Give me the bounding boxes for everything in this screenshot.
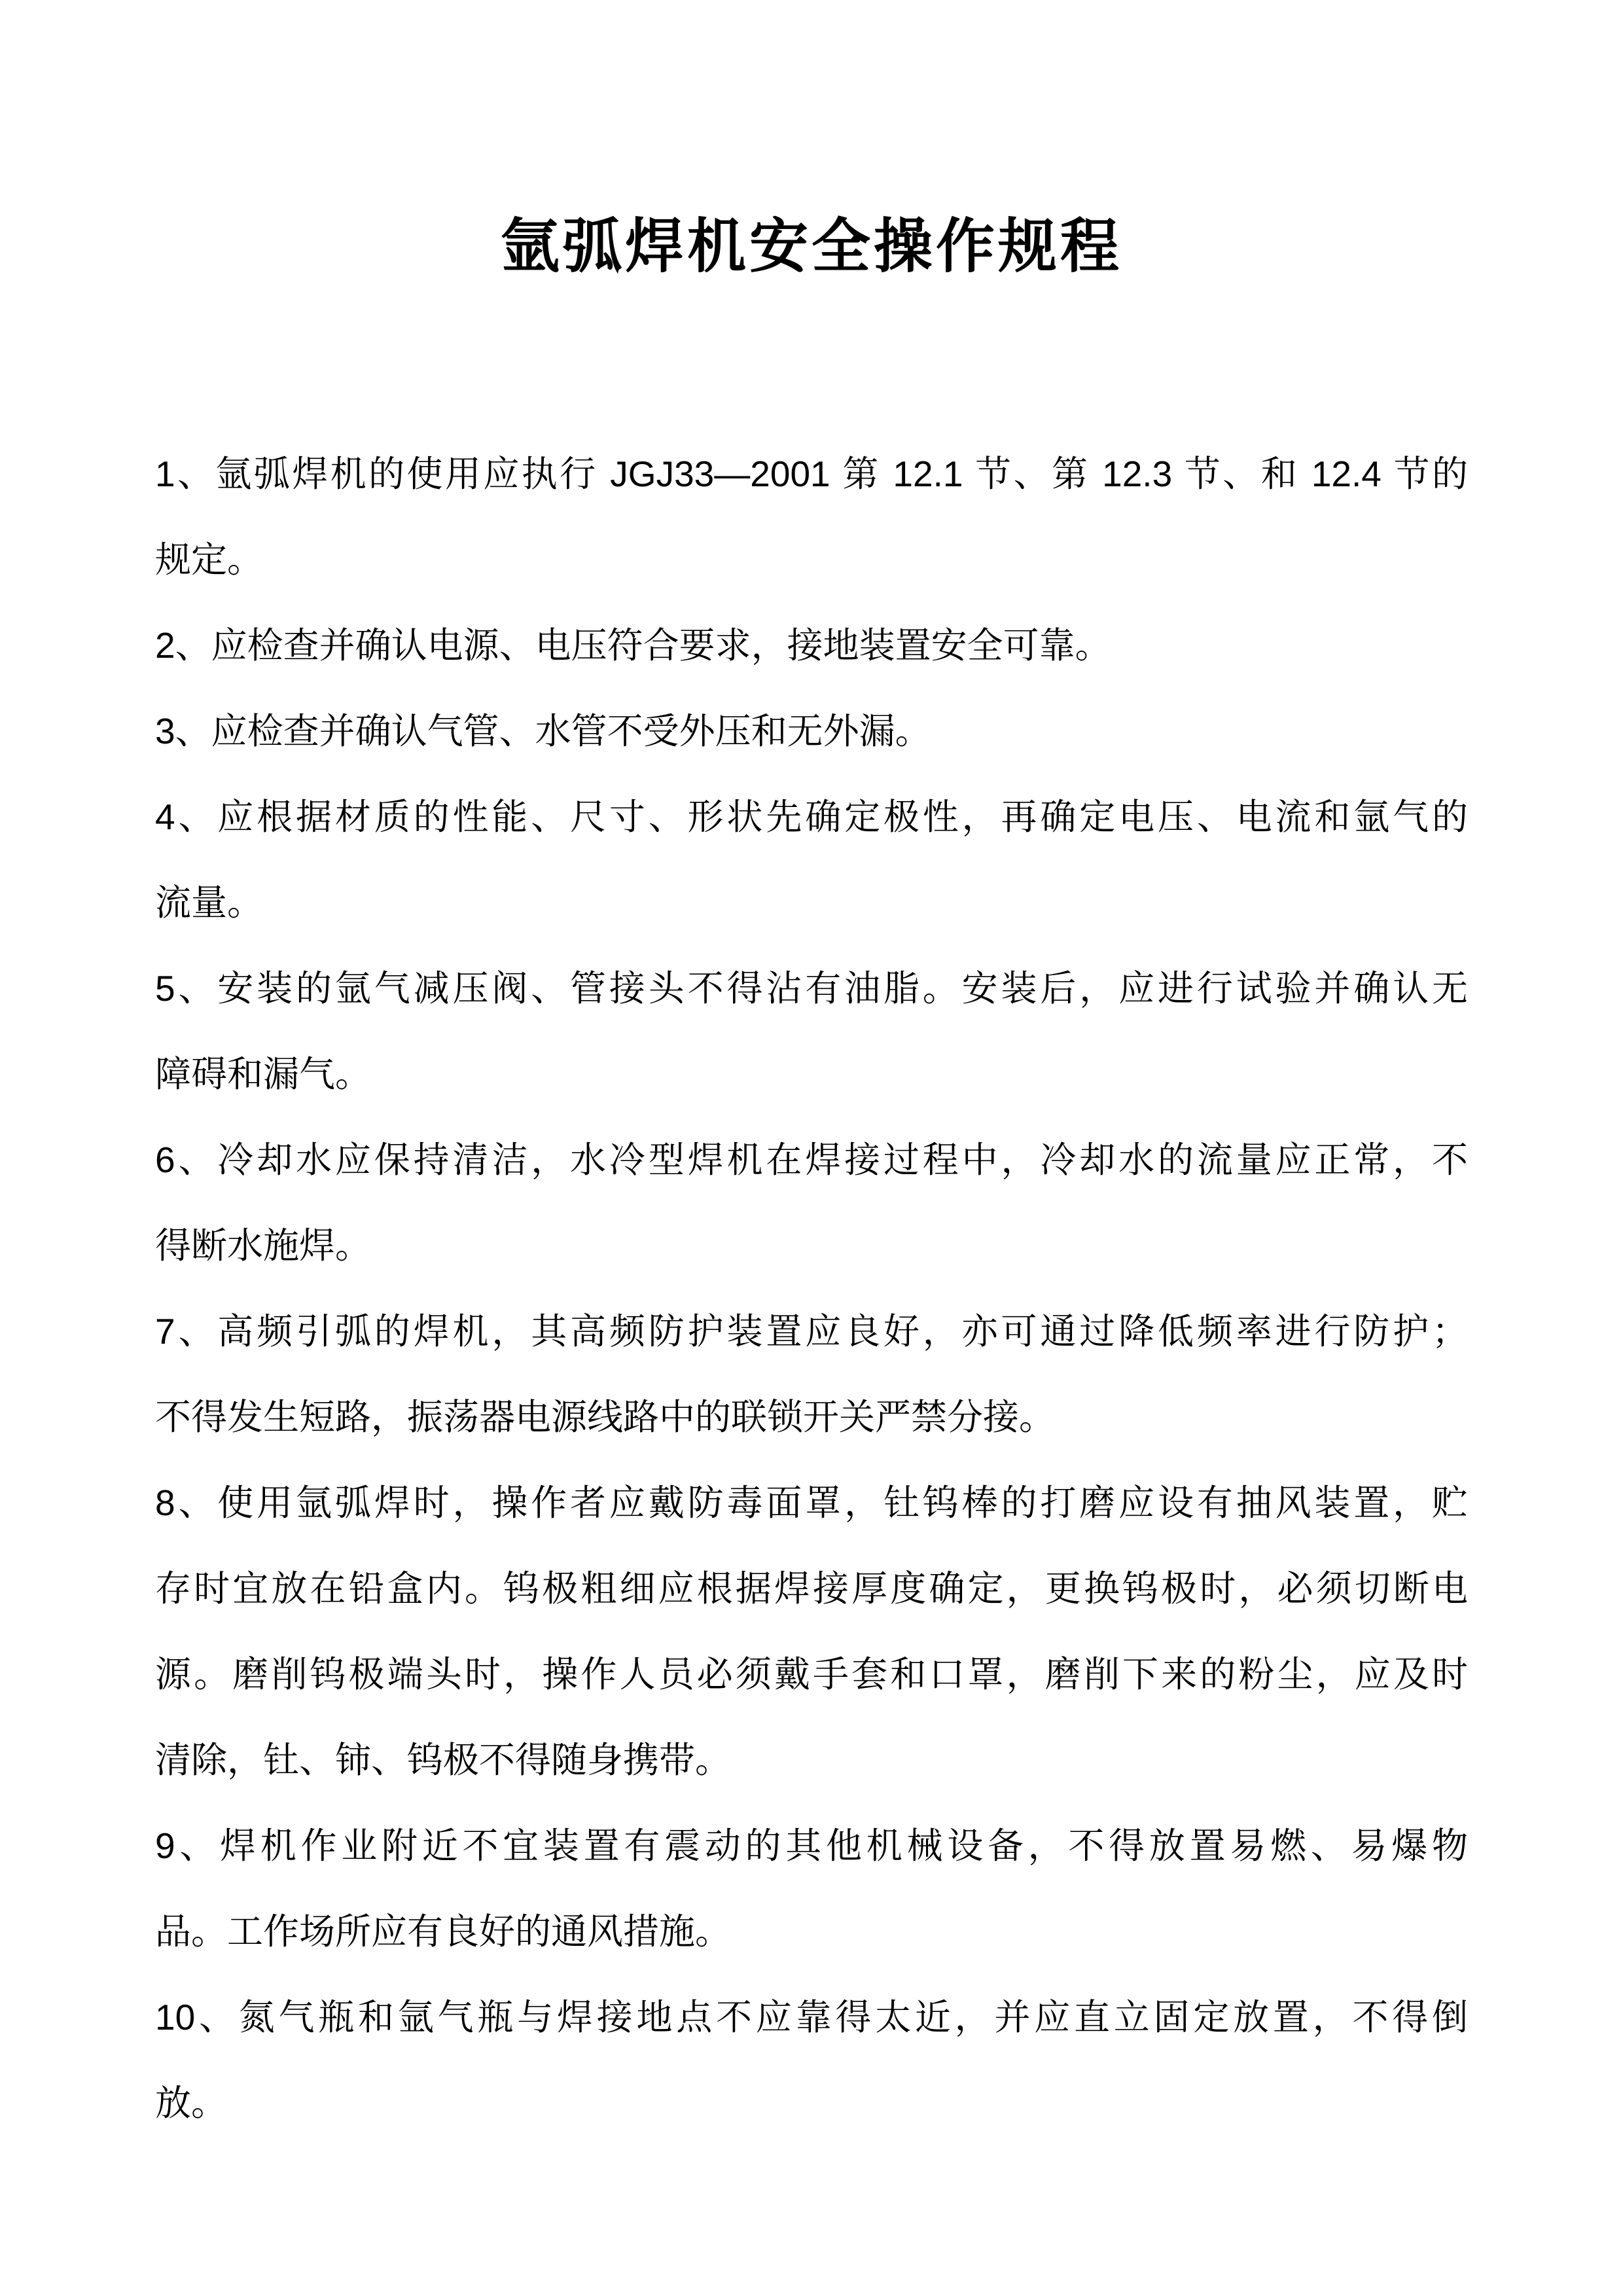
text-line: 放。 xyxy=(155,2083,228,2123)
text-line: 7、高频引弧的焊机，其高频防护装置应良好，亦可通过降低频率进行防护； xyxy=(155,1311,1468,1352)
text-line: 规定。 xyxy=(155,539,264,580)
text-line: 6、冷却水应保持清洁，水冷型焊机在焊接过程中，冷却水的流量应正常，不 xyxy=(155,1139,1468,1180)
text-line: 1、氩弧焊机的使用应执行 JGJ33—2001 第 12.1 节、第 12.3 节、和 12.4 节的 xyxy=(155,454,1468,494)
text-line: 不得发生短路，振荡器电源线路中的联锁开关严禁分接。 xyxy=(155,1397,1056,1437)
text-line: 10、氮气瓶和氩气瓶与焊接地点不应靠得太近，并应直立固定放置，不得倒 xyxy=(155,1997,1468,2037)
text-line: 源。磨削钨极端头时，操作人员必须戴手套和口罩，磨削下来的粉尘，应及时 xyxy=(155,1654,1468,1695)
text-line: 9、焊机作业附近不宜装置有震动的其他机械设备，不得放置易燃、易爆物 xyxy=(155,1825,1468,1866)
text-line: 5、安装的氩气减压阀、管接头不得沾有油脂。安装后，应进行试验并确认无 xyxy=(155,968,1468,1009)
document-body xyxy=(155,431,1468,2146)
text-line: 流量。 xyxy=(155,882,264,923)
page-title: 氩弧焊机安全操作规程 xyxy=(501,215,1122,279)
text-line: 品。工作场所应有良好的通风措施。 xyxy=(155,1911,732,1952)
text-line: 2、应检查并确认电源、电压符合要求，接地装置安全可靠。 xyxy=(155,625,1111,666)
text-line: 8、使用氩弧焊时，操作者应戴防毒面罩，钍钨棒的打磨应设有抽风装置，贮 xyxy=(155,1482,1468,1523)
text-line: 存时宜放在铅盒内。钨极粗细应根据焊接厚度确定，更换钨极时，必须切断电 xyxy=(155,1568,1468,1609)
text-line: 障碍和漏气。 xyxy=(155,1054,372,1094)
text-line: 清除，钍、铈、钨极不得随身携带。 xyxy=(155,1740,732,1780)
text-line: 3、应检查并确认气管、水管不受外压和无外漏。 xyxy=(155,711,931,751)
text-line: 4、应根据材质的性能、尺寸、形状先确定极性，再确定电压、电流和氩气的 xyxy=(155,797,1468,837)
text-line: 得断水施焊。 xyxy=(155,1225,372,1266)
